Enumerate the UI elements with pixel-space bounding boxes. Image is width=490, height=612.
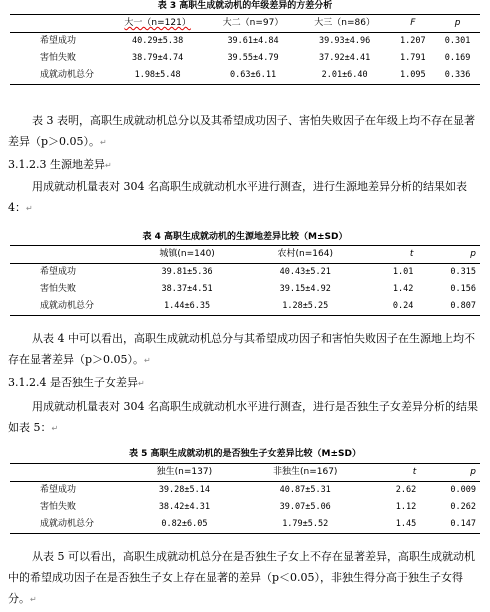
- table5-row3-label: 成就动机总分: [10, 516, 128, 534]
- table3-cell: 2.01±6.40: [299, 67, 391, 85]
- table4: [10, 245, 480, 316]
- table4-cell: 1.44±6.35: [128, 298, 246, 316]
- table4-cell: 0.807: [417, 298, 480, 316]
- table4-header-t: t: [364, 246, 417, 264]
- table-row: [10, 516, 480, 534]
- table4-row1-label: 希望成功: [40, 267, 77, 277]
- table4-header-urban: 城镇(n=140): [128, 246, 246, 264]
- table3-cell: 40.29±5.38: [132, 36, 184, 46]
- table-row: [10, 499, 480, 516]
- section-heading-origin: 3.1.2.3 生源地差异↵: [8, 158, 112, 171]
- table4-row2-label: 害怕失败: [40, 284, 77, 294]
- table5-cell: 0.009: [450, 485, 476, 495]
- table5-header-only-child: 独生(n=137): [128, 464, 241, 482]
- table5-cell: 39.07±5.06: [279, 502, 331, 512]
- table3-cell: 0.63±6.11: [207, 67, 299, 85]
- table4-cell: 40.43±5.21: [279, 267, 331, 277]
- table3-row3-label: 成就动机总分: [10, 67, 108, 85]
- table3-cell: 39.55±4.79: [227, 53, 279, 63]
- paragraph-table4-summary: 从表 4 中可以看出，高职生成就动机总分与其希望成功因子和害怕失败因子在生源地上均不存在显著差异（p＞0.05）。↵: [8, 332, 475, 366]
- table4-cell: 1.28±5.25: [246, 298, 364, 316]
- table3-cell: 1.791: [400, 53, 426, 63]
- table5-header-t: t: [370, 464, 421, 482]
- paragraph-origin-intro: 用成就动机量表对 304 名高职生成就动机水平进行测查，进行生源地差异分析的结果如表 4：↵: [8, 180, 467, 214]
- table5-caption: 表 5 高职生成就动机的是否独生子女差异比较（M±SD）: [129, 449, 361, 459]
- table5-header-blank: [10, 464, 128, 482]
- table-row: [10, 281, 480, 298]
- table5-row2-label: 害怕失败: [40, 502, 77, 512]
- paragraph-table3-summary: 表 3 表明，高职生成就动机总分以及其希望成功因子、害怕失败因子在年级上均不存在显著差异（p＞0.05）。↵: [8, 114, 475, 148]
- table5-row1-label: 希望成功: [40, 485, 77, 495]
- table4-cell: 39.15±4.92: [279, 284, 331, 294]
- table4-caption: 表 4 高职生成就动机的生源地差异比较（M±SD）: [142, 232, 348, 242]
- table5-cell: 39.28±5.14: [158, 485, 210, 495]
- table3-header-f: F: [390, 15, 435, 33]
- table3-header-p: p: [435, 15, 480, 33]
- table5: [10, 463, 480, 534]
- table-row: [10, 482, 480, 500]
- table-row: [10, 33, 480, 51]
- table3-header-blank: [10, 15, 108, 33]
- table5-cell: 0.262: [450, 502, 476, 512]
- table5-cell: 1.79±5.52: [241, 516, 370, 534]
- table4-header-blank: [10, 246, 128, 264]
- table4-cell: 0.156: [450, 284, 476, 294]
- table-row: [10, 298, 480, 316]
- table3-cell: 39.93±4.96: [319, 36, 371, 46]
- table3: [10, 14, 480, 85]
- table-row: [10, 67, 480, 85]
- table5-cell: 38.42±4.31: [158, 502, 210, 512]
- table4-cell: 38.37±4.51: [161, 284, 213, 294]
- table5-cell: 40.87±5.31: [279, 485, 331, 495]
- table3-cell: 0.336: [435, 67, 480, 85]
- table3-cell: 1.98±5.48: [108, 67, 207, 85]
- table-row: [10, 264, 480, 282]
- table5-cell: 0.82±6.05: [128, 516, 241, 534]
- table4-header-rural: 农村(n=164): [246, 246, 364, 264]
- table3-cell: 39.61±4.84: [227, 36, 279, 46]
- table3-header-grade3: 大三（n=86）: [299, 15, 391, 33]
- table3-cell: 38.79±4.74: [132, 53, 184, 63]
- table3-cell: 1.095: [390, 67, 435, 85]
- table5-cell: 2.62: [395, 485, 417, 495]
- table4-header-p: p: [417, 246, 480, 264]
- table3-cell: 37.92±4.41: [319, 53, 371, 63]
- table4-cell: 39.81±5.36: [161, 267, 213, 277]
- paragraph-table5-summary: 从表 5 可以看出，高职生成就动机总分在是否独生子女上不存在显著差异，高职生成就动机中的希望成功因子在是否独生子女上存在显著的差异（p＜0.05），非独生得分高于独生子女得分。↵: [8, 550, 475, 605]
- table4-cell: 0.315: [450, 267, 476, 277]
- table4-cell: 0.24: [364, 298, 417, 316]
- table3-cell: 0.169: [444, 53, 471, 63]
- paragraph-only-child-intro: 用成就动机量表对 304 名高职生成就动机水平进行测查，进行是否独生子女差异分析的结果如表 5：↵: [8, 400, 478, 434]
- table3-row1-label: 希望成功: [40, 36, 77, 46]
- table4-cell: 1.42: [392, 284, 414, 294]
- table3-caption: 表 3 高职生成就动机的年级差异的方差分析: [157, 1, 333, 11]
- table5-cell: 1.12: [395, 502, 417, 512]
- table5-cell: 1.45: [370, 516, 421, 534]
- table4-row3-label: 成就动机总分: [10, 298, 128, 316]
- section-heading-only-child: 3.1.2.4 是否独生子女差异↵: [8, 376, 145, 389]
- table4-cell: 1.01: [392, 267, 414, 277]
- table-row: [10, 50, 480, 67]
- table3-row2-label: 害怕失败: [40, 53, 77, 63]
- table5-header-p: p: [420, 464, 480, 482]
- table3-header-grade1: 大一（n=121）: [108, 15, 207, 33]
- table5-cell: 0.147: [420, 516, 480, 534]
- table3-cell: 1.207: [400, 36, 426, 46]
- table5-header-non-only-child: 非独生(n=167): [241, 464, 370, 482]
- table3-header-grade2: 大二（n=97）: [207, 15, 299, 33]
- table3-cell: 0.301: [444, 36, 471, 46]
